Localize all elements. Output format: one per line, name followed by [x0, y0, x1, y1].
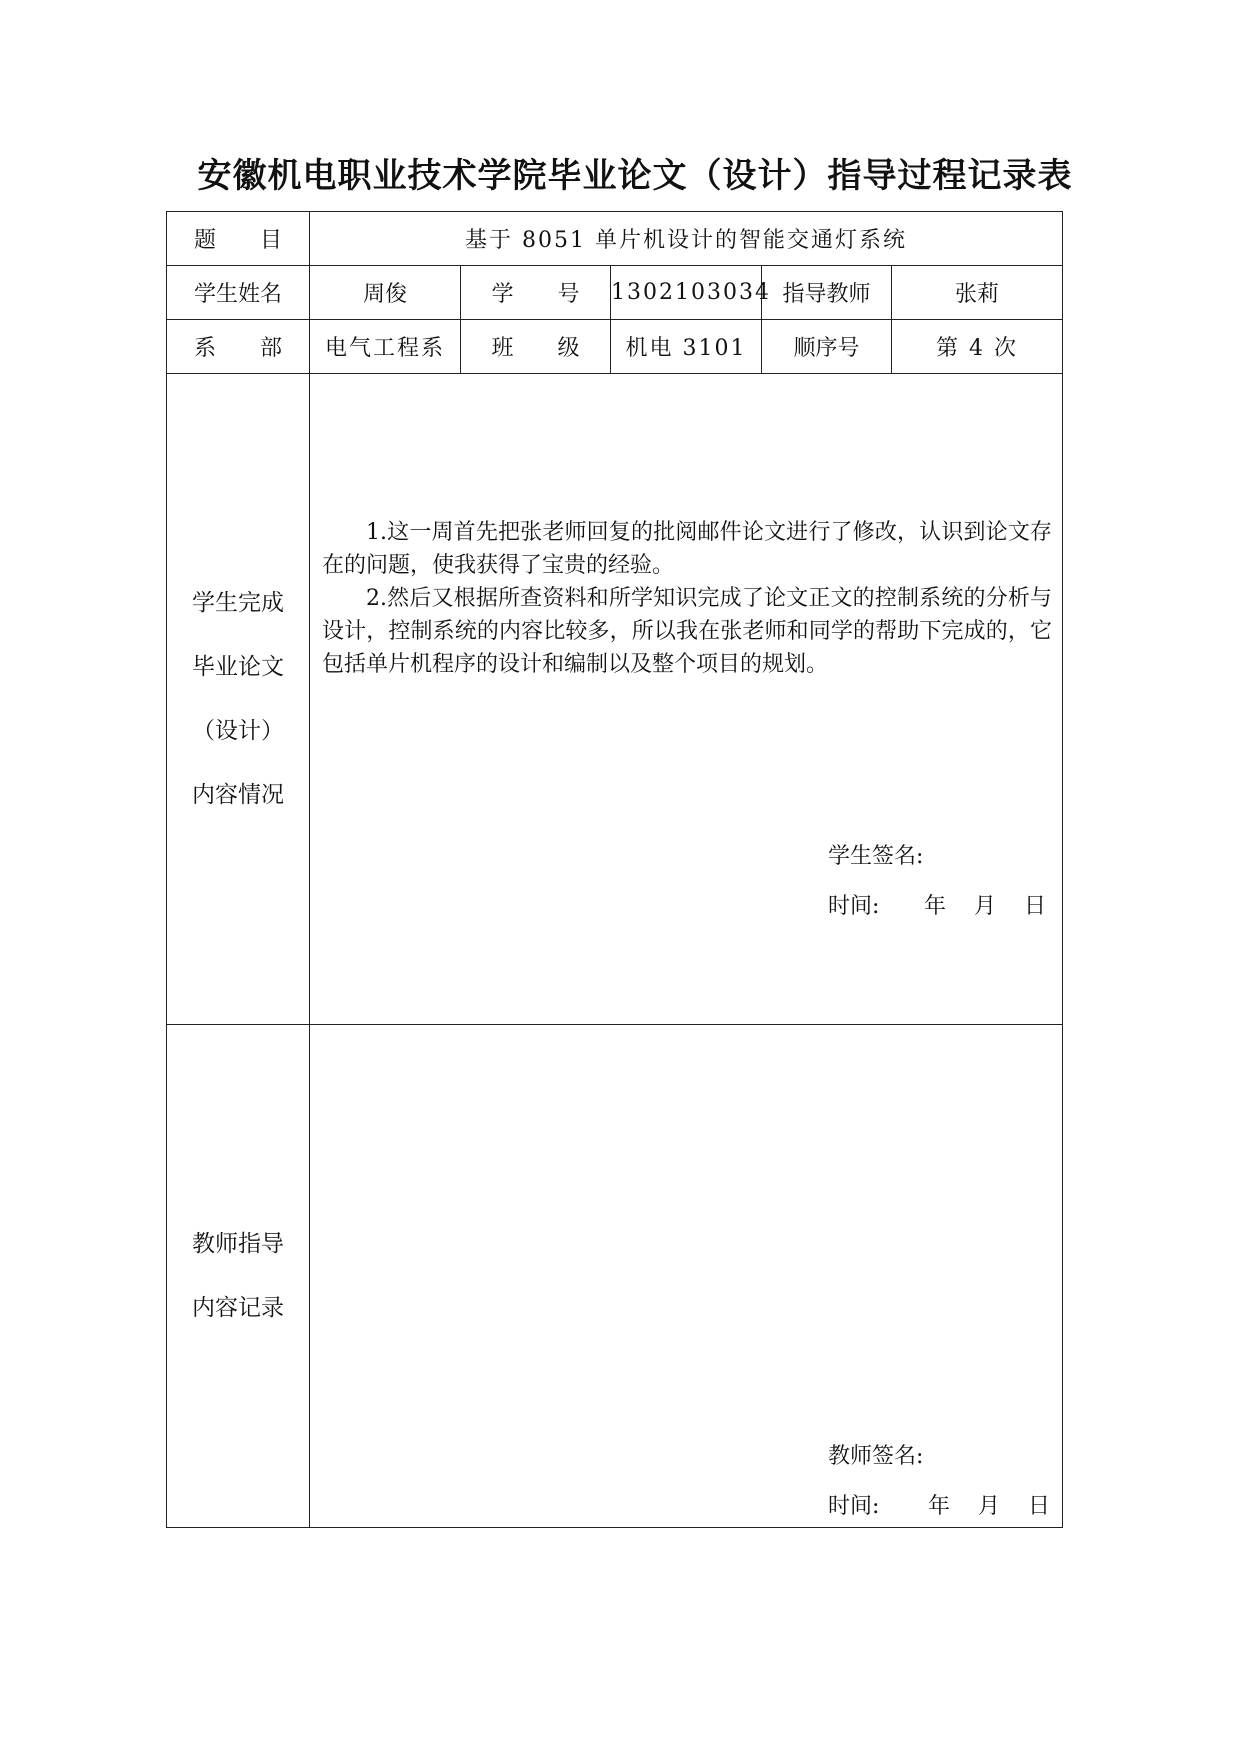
student-day-label: 日	[1024, 894, 1047, 919]
student-month-label: 月	[974, 894, 997, 919]
teacher-signature-block	[828, 1432, 1050, 1532]
student-id-value: 1302103034	[611, 266, 762, 320]
teacher-date-line	[828, 1482, 1050, 1532]
teacher-year-label: 年	[928, 1494, 951, 1519]
teacher-content-row	[167, 1025, 1063, 1528]
student-id-label: 学 号	[461, 266, 611, 320]
student-year-label: 年	[924, 894, 947, 919]
topic-row	[167, 212, 1063, 266]
student-name-label: 学生姓名	[167, 266, 310, 320]
student-content-text	[322, 516, 1052, 681]
student-content-row	[167, 374, 1063, 1025]
page-title: 安徽机电职业技术学院毕业论文（设计）指导过程记录表	[197, 156, 1073, 196]
student-label-line-3: （设计）	[192, 718, 284, 744]
student-content-paragraph-2: 2.然后又根据所查资料和所学知识完成了论文正文的控制系统的分析与设计，控制系统的内容比较多，所以我在张老师和同学的帮助下完成的，它包括单片机程序的设计和编制以及整个项目的规划。	[322, 586, 1053, 677]
teacher-day-label: 日	[1028, 1494, 1051, 1519]
student-label-line-1: 学生完成	[192, 590, 284, 616]
student-info-row	[167, 266, 1063, 320]
student-content-cell	[310, 374, 1063, 1025]
teacher-time-label: 时间:	[828, 1494, 880, 1519]
teacher-label-line-2: 内容记录	[192, 1295, 284, 1321]
class-label: 班 级	[461, 320, 611, 374]
student-label-line-4: 内容情况	[192, 782, 284, 808]
student-content-label	[167, 374, 310, 1025]
student-time-label: 时间:	[828, 894, 880, 919]
teacher-content-label	[167, 1025, 310, 1528]
topic-value: 基于 8051 单片机设计的智能交通灯系统	[310, 212, 1063, 266]
teacher-label-line-1: 教师指导	[192, 1231, 284, 1257]
student-signature-block	[828, 832, 1046, 932]
department-row	[167, 320, 1063, 374]
teacher-signature-label: 教师签名:	[828, 1444, 924, 1469]
teacher-month-label: 月	[978, 1494, 1001, 1519]
student-signature-label: 学生签名:	[828, 844, 924, 869]
teacher-content-cell	[310, 1025, 1063, 1528]
sequence-label: 顺序号	[762, 320, 892, 374]
student-content-paragraph-1: 1.这一周首先把张老师回复的批阅邮件论文进行了修改，认识到论文存在的问题，使我获得了宝贵的经验。	[322, 520, 1053, 578]
sequence-value: 第 4 次	[892, 320, 1063, 374]
class-value: 机电 3101	[611, 320, 762, 374]
student-name-value: 周俊	[310, 266, 461, 320]
student-label-line-2: 毕业论文	[192, 654, 284, 680]
topic-label: 题 目	[167, 212, 310, 266]
advisor-value: 张莉	[892, 266, 1063, 320]
guidance-record-table	[166, 211, 1063, 1528]
student-date-line	[828, 882, 1046, 932]
department-label: 系 部	[167, 320, 310, 374]
department-value: 电气工程系	[310, 320, 461, 374]
advisor-label: 指导教师	[762, 266, 892, 320]
